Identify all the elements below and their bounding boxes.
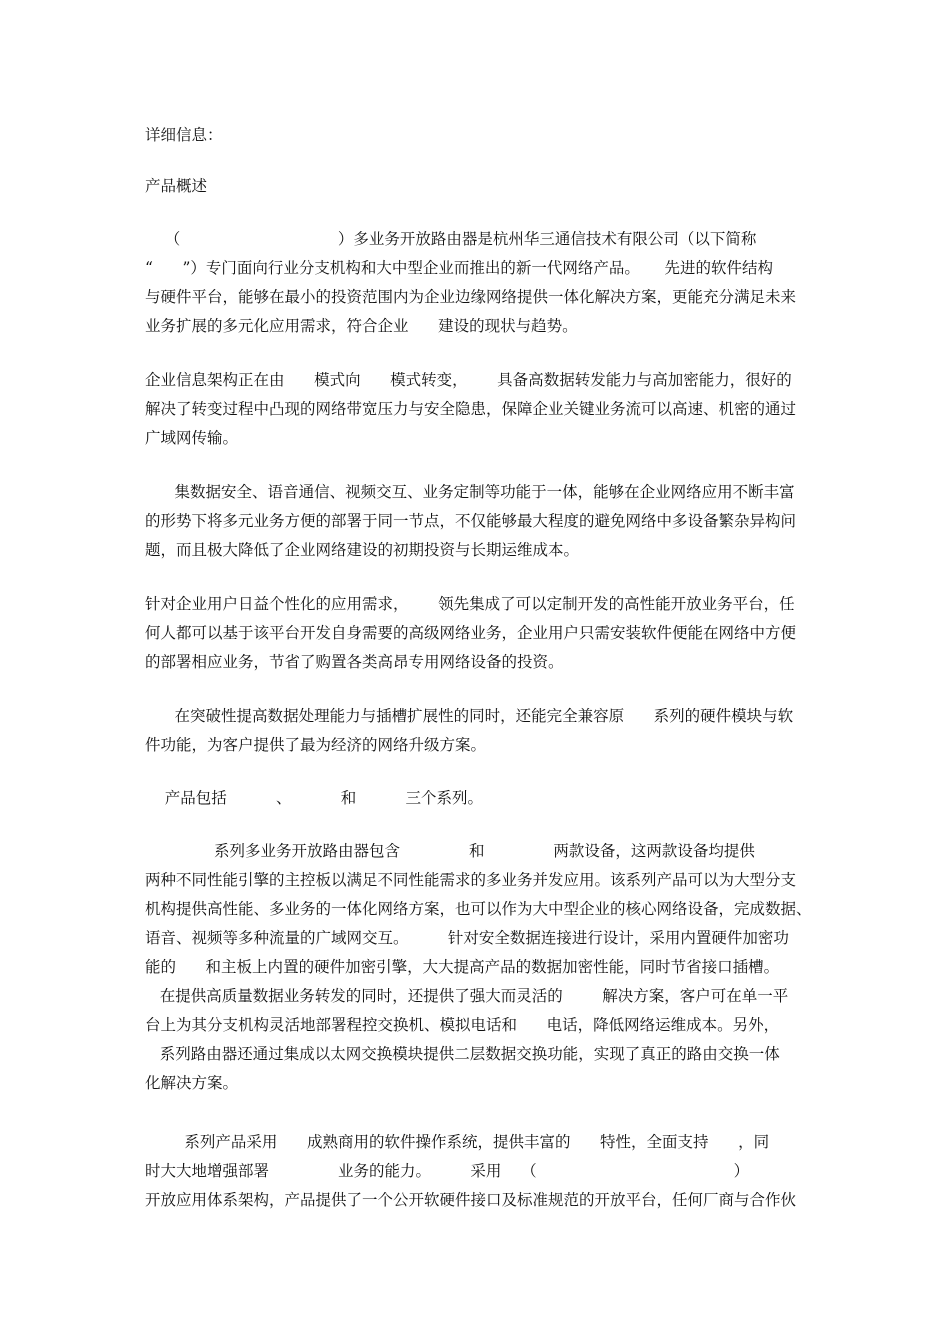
paragraph-2-line-1: 企业信息架构正在由 模式向 模式转变， 具备高数据转发能力与高加密能力，很好的: [145, 371, 792, 389]
paragraph-3-line-3: 题，而且极大降低了企业网络建设的初期投资与长期运维成本。: [145, 541, 580, 559]
paragraph-5-line-2: 件功能，为客户提供了最为经济的网络升级方案。: [145, 736, 487, 754]
paragraph-5-line-1: 在突破性提高数据处理能力与插槽扩展性的同时，还能完全兼容原 系列的硬件模块与软: [145, 707, 794, 725]
paragraph-7-line-6: 在提供高质量数据业务转发的同时，还提供了强大而灵活的 解决方案，客户可在单一平: [145, 987, 789, 1005]
paragraph-4-line-3: 的部署相应业务，节省了购置各类高昂专用网络设备的投资。: [145, 653, 564, 671]
paragraph-6-line-1: 产品包括 、 和 三个系列。: [145, 789, 484, 807]
paragraph-7-line-3: 机构提供高性能、多业务的一体化网络方案，也可以作为大中型企业的核心网络设备，完成数据、: [145, 900, 812, 918]
paragraph-1-line-2: “ ”）专门面向行业分支机构和大中型企业而推出的新一代网络产品。 先进的软件结构: [145, 259, 774, 277]
detail-heading: 详细信息：: [145, 126, 223, 144]
paragraph-7-line-9: 化解决方案。: [145, 1074, 239, 1092]
overview-heading: 产品概述: [145, 177, 208, 195]
paragraph-7-line-7: 台上为其分支机构灵活地部署程控交换机、模拟电话和 电话，降低网络运维成本。另外，: [145, 1016, 780, 1034]
paragraph-1-line-1: （ ）多业务开放路由器是杭州华三通信技术有限公司（以下简称: [145, 230, 757, 248]
paragraph-7-line-8: 系列路由器还通过集成以太网交换模块提供二层数据交换功能，实现了真正的路由交换一体: [145, 1045, 780, 1063]
paragraph-3-line-2: 的形势下将多元业务方便的部署于同一节点，不仅能够最大程度的避免网络中多设备繁杂异构问: [145, 512, 797, 530]
paragraph-7-line-1: 系列多业务开放路由器包含 和 两款设备，这两款设备均提供: [145, 842, 755, 860]
paragraph-1-line-3: 与硬件平台，能够在最小的投资范围内为企业边缘网络提供一体化解决方案，更能充分满足未来: [145, 288, 797, 306]
paragraph-2-line-3: 广域网传输。: [145, 429, 239, 447]
paragraph-7-line-2: 两种不同性能引擎的主控板以满足不同性能需求的多业务并发应用。该系列产品可以为大型分支: [145, 871, 797, 889]
paragraph-7-line-4: 语音、视频等多种流量的广域网交互。 针对安全数据连接进行设计，采用内置硬件加密功: [145, 929, 789, 947]
paragraph-8-line-2: 时大大地增强部署 业务的能力。 采用 （ ）: [145, 1162, 750, 1180]
paragraph-1-line-4: 业务扩展的多元化应用需求，符合企业 建设的现状与趋势。: [145, 317, 578, 335]
paragraph-4-line-2: 何人都可以基于该平台开发自身需要的高级网络业务，企业用户只需安装软件便能在网络中方便: [145, 624, 797, 642]
paragraph-3-line-1: 集数据安全、语音通信、视频交互、业务定制等功能于一体，能够在企业网络应用不断丰富: [145, 483, 795, 501]
paragraph-4-line-1: 针对企业用户日益个性化的应用需求， 领先集成了可以定制开发的高性能开放业务平台，任: [145, 595, 795, 613]
paragraph-2-line-2: 解决了转变过程中凸现的网络带宽压力与安全隐患，保障企业关键业务流可以高速、机密的通过: [145, 400, 797, 418]
paragraph-8-line-3: 开放应用体系架构，产品提供了一个公开软硬件接口及标准规范的开放平台，任何厂商与合作伙: [145, 1191, 797, 1209]
paragraph-8-line-1: 系列产品采用 成熟商用的软件操作系统，提供丰富的 特性，全面支持 ，同: [145, 1133, 770, 1151]
paragraph-7-line-5: 能的 和主板上内置的硬件加密引擎，大大提高产品的数据加密性能，同时节省接口插槽。: [145, 958, 780, 976]
